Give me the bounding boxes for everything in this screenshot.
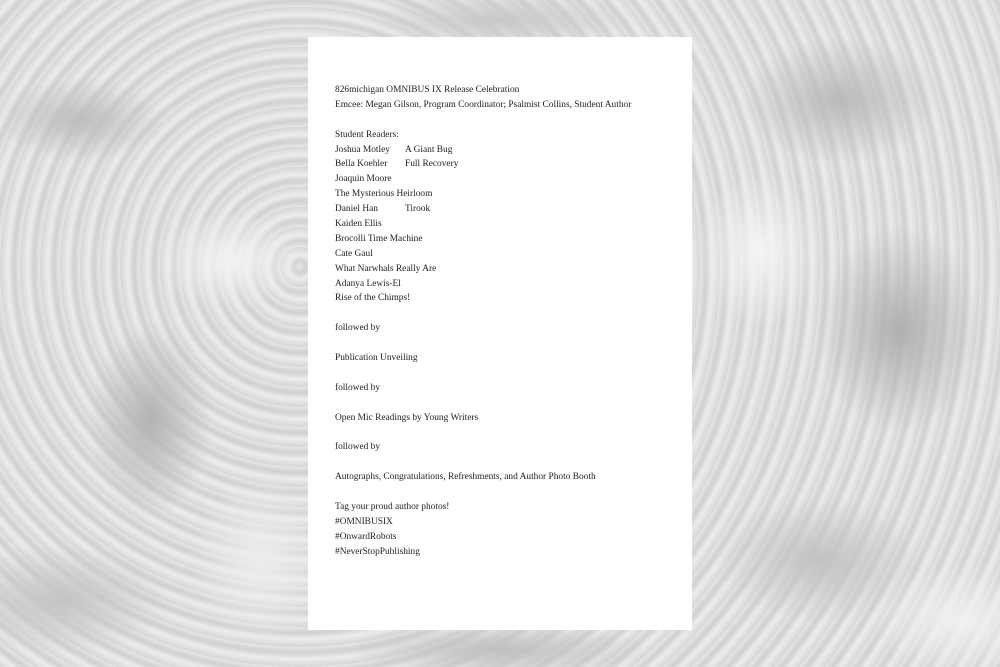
reader-entry bbox=[335, 143, 666, 158]
program-sheet bbox=[308, 37, 692, 630]
unveiling-text: Publication Unveiling bbox=[335, 353, 418, 364]
reader-line: Adanya Lewis-El bbox=[335, 278, 401, 289]
reader-line: What Narwhals Really Are bbox=[335, 263, 437, 274]
tag-prompt: Tag your proud author photos! bbox=[335, 501, 450, 512]
reader-name: Joshua Motley bbox=[335, 144, 390, 155]
followed-by-text: followed by bbox=[335, 442, 381, 453]
reader-line: Rise of the Chimps! bbox=[335, 293, 411, 304]
reader-line: Kaiden Ellis bbox=[335, 219, 382, 230]
spacer bbox=[335, 455, 666, 470]
reader-name: Daniel Han bbox=[335, 204, 378, 215]
reader-name: Bella Koehler bbox=[335, 159, 388, 170]
spacer bbox=[335, 113, 666, 128]
followed-by-text: followed by bbox=[335, 323, 381, 334]
autographs-text: Autographs, Congratulations, Refreshments, and Author Photo Booth bbox=[335, 472, 596, 483]
hashtag: #OnwardRobots bbox=[335, 531, 397, 542]
open-mic-text: Open Mic Readings by Young Writers bbox=[335, 412, 479, 423]
hashtag: #OMNIBUSIX bbox=[335, 516, 393, 527]
reader-work: Tirook bbox=[405, 204, 431, 215]
reader-work: Full Recovery bbox=[405, 159, 459, 170]
spacer bbox=[335, 336, 666, 351]
reader-line: The Mysterious Heirloom bbox=[335, 189, 433, 200]
event-title: 826michigan OMNIBUS IX Release Celebration bbox=[335, 85, 520, 95]
reader-work: A Giant Bug bbox=[405, 144, 453, 155]
spacer bbox=[335, 366, 666, 381]
reader-line: Cate Gaul bbox=[335, 248, 373, 259]
spacer bbox=[335, 485, 666, 500]
hashtag: #NeverStopPublishing bbox=[335, 546, 420, 557]
spacer bbox=[335, 306, 666, 321]
spacer bbox=[335, 396, 666, 411]
reader-entry bbox=[335, 157, 666, 172]
spacer bbox=[335, 425, 666, 440]
reader-line: Joaquin Moore bbox=[335, 174, 392, 185]
readers-heading: Student Readers: bbox=[335, 129, 399, 140]
followed-by-text: followed by bbox=[335, 382, 381, 393]
emcee-line: Emcee: Megan Gilson, Program Coordinator; Psalmist Collins, Student Author bbox=[335, 99, 632, 110]
reader-line: Brocolli Time Machine bbox=[335, 233, 423, 244]
reader-entry bbox=[335, 202, 666, 217]
